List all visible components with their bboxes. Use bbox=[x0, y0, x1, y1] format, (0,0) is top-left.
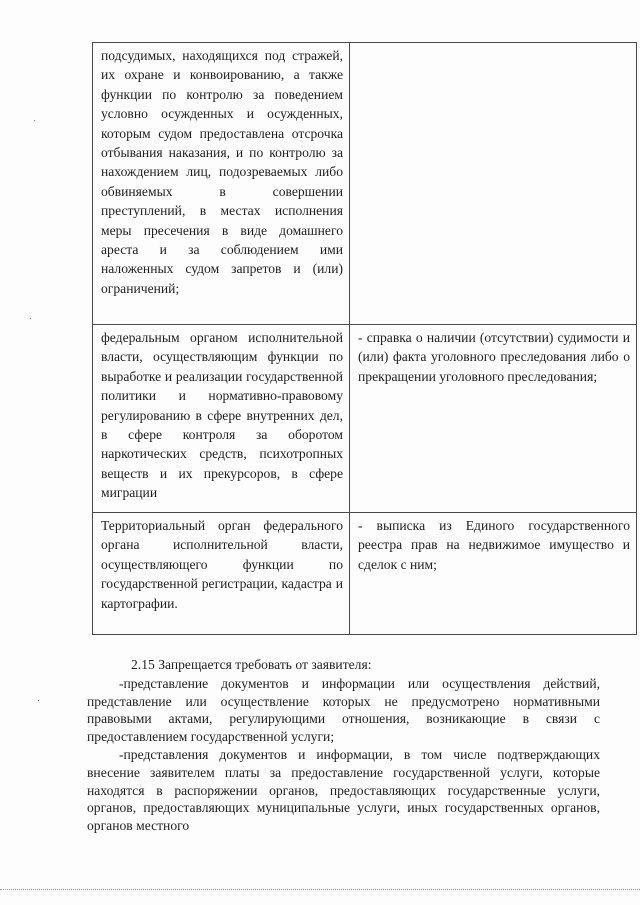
table-row bbox=[93, 43, 637, 325]
scan-speck bbox=[34, 120, 35, 121]
authority-cell bbox=[93, 325, 350, 513]
table-row bbox=[93, 513, 637, 635]
scan-edge-line bbox=[0, 889, 640, 890]
authority-text: федеральным органом исполнительной власти, осуществляющим функции по выработке и реализации государственной политики и нормативно-правовому регулированию в сфере внутренних дел, в сфере контроля за оборотом наркотических средств, психотропных веществ и их прекурсоров, в сфере миграции bbox=[101, 330, 343, 501]
document-cell bbox=[350, 513, 637, 635]
section-heading: 2.15 Запрещается требовать от заявителя: bbox=[131, 657, 372, 672]
section-paragraph: -представления документов и информации, в том числе подтверждающих внесение заявителем платы за предоставление государственной услуги, которые находятся в распоряжении органов, предоставляющих государственные услуги, органов, предоставляющих муниципальные услуги, иных государственных органов, органов местного bbox=[87, 746, 600, 834]
document-cell bbox=[350, 43, 637, 325]
documents-table bbox=[92, 42, 637, 635]
document-text: - выписка из Единого государственного реестра прав на недвижимое имущество и сделок с ним; bbox=[358, 518, 630, 572]
authority-text: подсудимых, находящихся под стражей, их охране и конвоированию, а также функции по контролю за поведением условно осужденных и осужденных, которым судом предоставлена отсрочка отбывания наказания, и по контролю за нахождением лиц, подозреваемых либо обвиняемых в совершении преступлений, в местах исполнения меры пресечения в виде домашнего ареста и за соблюдением ими наложенных судом запретов и (или) ограничений; bbox=[101, 48, 343, 296]
authority-cell bbox=[93, 43, 350, 325]
table-row bbox=[93, 325, 637, 513]
section-paragraph: -представление документов и информации или осуществления действий, представление или осуществление которых не предусмотрено нормативными правовыми актами, регулирующими отношения, возникающие в связи с предоставлением государственной услуги; bbox=[87, 675, 600, 745]
section-2-15 bbox=[87, 656, 600, 835]
scan-speck bbox=[30, 318, 31, 319]
authority-cell bbox=[93, 513, 350, 635]
document-cell bbox=[350, 325, 637, 513]
scan-speck bbox=[38, 700, 39, 701]
authority-text: Территориальный орган федерального органа исполнительной власти, осуществляющего функции по государственной регистрации, кадастра и картографии. bbox=[101, 518, 343, 611]
document-text: - справка о наличии (отсутствии) судимости и (или) факта уголовного преследования либо о прекращении уголовного преследования; bbox=[358, 330, 630, 384]
